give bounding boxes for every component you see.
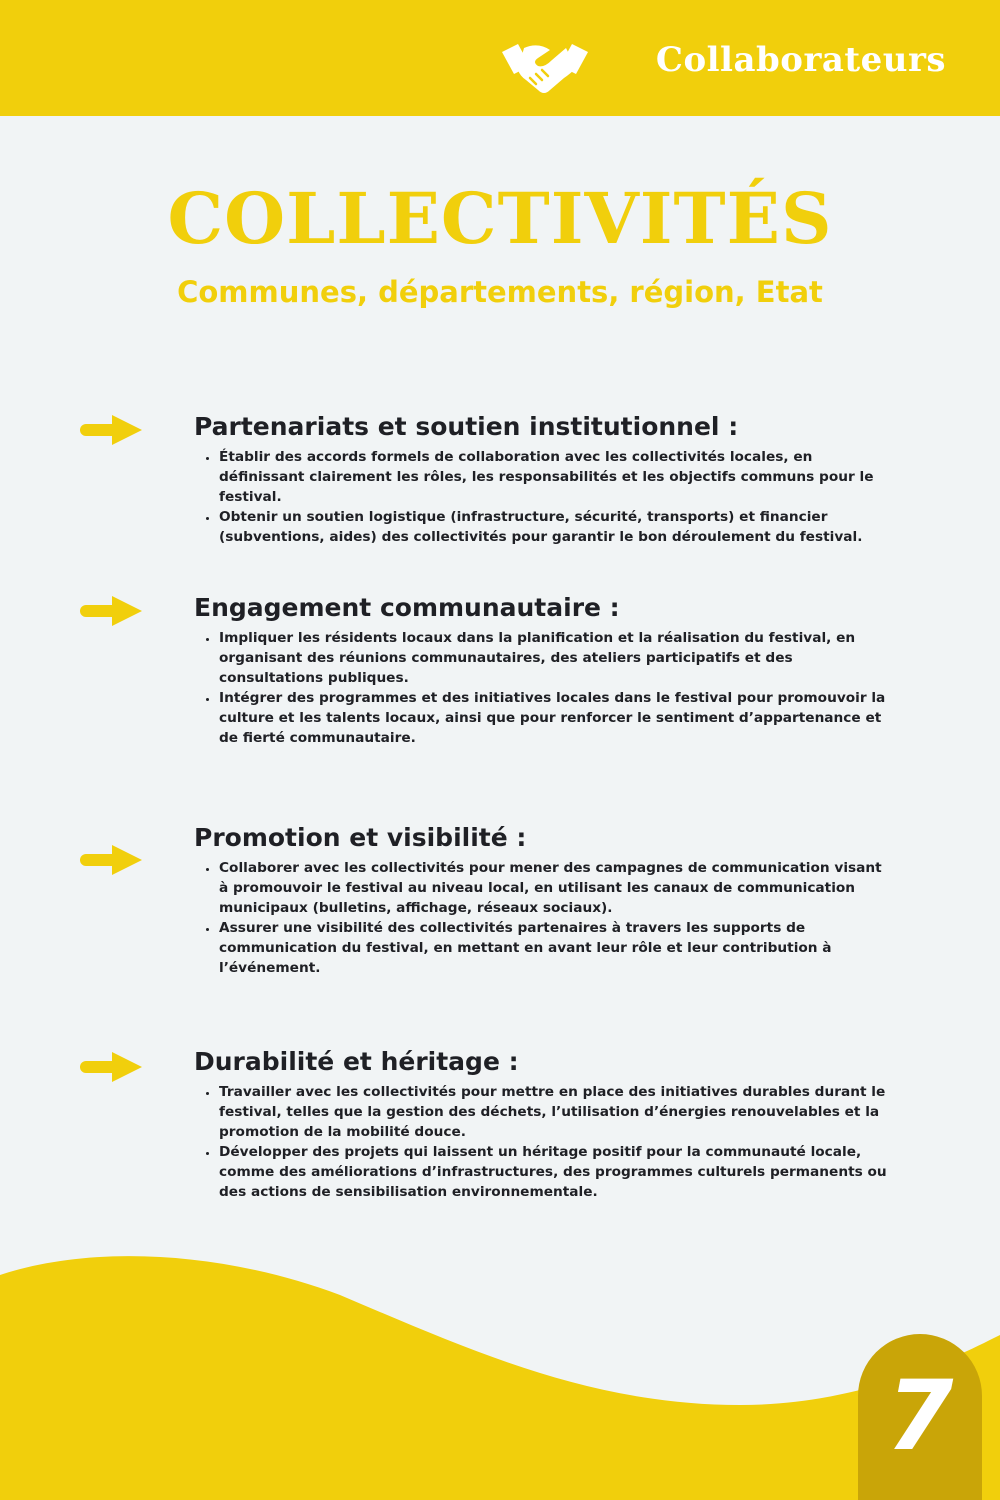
section-partenariats [194, 410, 894, 547]
page-subtitle: Communes, départements, région, Etat [177, 275, 823, 309]
section-heading: Promotion et visibilité : [194, 823, 527, 852]
list-item: • Obtenir un soutien logistique (infrastructure, sécurité, transports) et financier (subventions, aides) des collectivités pour garantir le bon déroulement du festival. [219, 507, 894, 547]
section-heading: Partenariats et soutien institutionnel : [194, 412, 739, 441]
section-heading: Durabilité et héritage : [194, 1047, 519, 1076]
arrow-icon [80, 415, 142, 445]
bullet-list [194, 858, 894, 978]
arrow-icon [80, 845, 142, 875]
list-item: • Assurer une visibilité des collectivités partenaires à travers les supports de communication du festival, en mettant en avant leur rôle et leur contribution à l’événement. [219, 918, 894, 978]
header-title: Collaborateurs [655, 40, 946, 80]
list-item: • Impliquer les résidents locaux dans la planification et la réalisation du festival, en organisant des réunions communautaires, des ateliers participatifs et des consultations publiques. [219, 628, 894, 688]
handshake-icon [500, 40, 590, 96]
list-item: • Collaborer avec les collectivités pour mener des campagnes de communication visant à promouvoir le festival au niveau local, en utilisant les canaux de communication municipaux (bulletins, affichage, réseaux sociaux). [219, 858, 894, 918]
bullet-list [194, 628, 894, 748]
section-promotion [194, 821, 894, 978]
section-heading: Engagement communautaire : [194, 593, 620, 622]
bullet-list [194, 1082, 894, 1202]
arrow-icon [80, 596, 142, 626]
list-item: • Travailler avec les collectivités pour mettre en place des initiatives durables durant le festival, telles que la gestion des déchets, l’utilisation d’énergies renouvelables et la promotion de la mobilité douce. [219, 1082, 894, 1142]
header-bar [0, 0, 1000, 116]
list-item: • Développer des projets qui laissent un héritage positif pour la communauté locale, comme des améliorations d’infrastructures, des programmes culturels permanents ou des actions de sensibilisation environnementale. [219, 1142, 894, 1202]
bottom-wave [0, 1240, 1000, 1500]
page-number-tab [858, 1334, 982, 1500]
page-number: 7 [886, 1360, 954, 1472]
section-durabilite [194, 1045, 894, 1202]
page-title: COLLECTIVITÉS [167, 177, 833, 260]
arrow-icon [80, 1052, 142, 1082]
section-engagement [194, 591, 894, 748]
list-item: • Intégrer des programmes et des initiatives locales dans le festival pour promouvoir la culture et les talents locaux, ainsi que pour renforcer le sentiment d’appartenance et de fierté communautaire. [219, 688, 894, 748]
list-item: • Établir des accords formels de collaboration avec les collectivités locales, en définissant clairement les rôles, les responsabilités et les objectifs communs pour le festival. [219, 447, 894, 507]
bullet-list [194, 447, 894, 547]
